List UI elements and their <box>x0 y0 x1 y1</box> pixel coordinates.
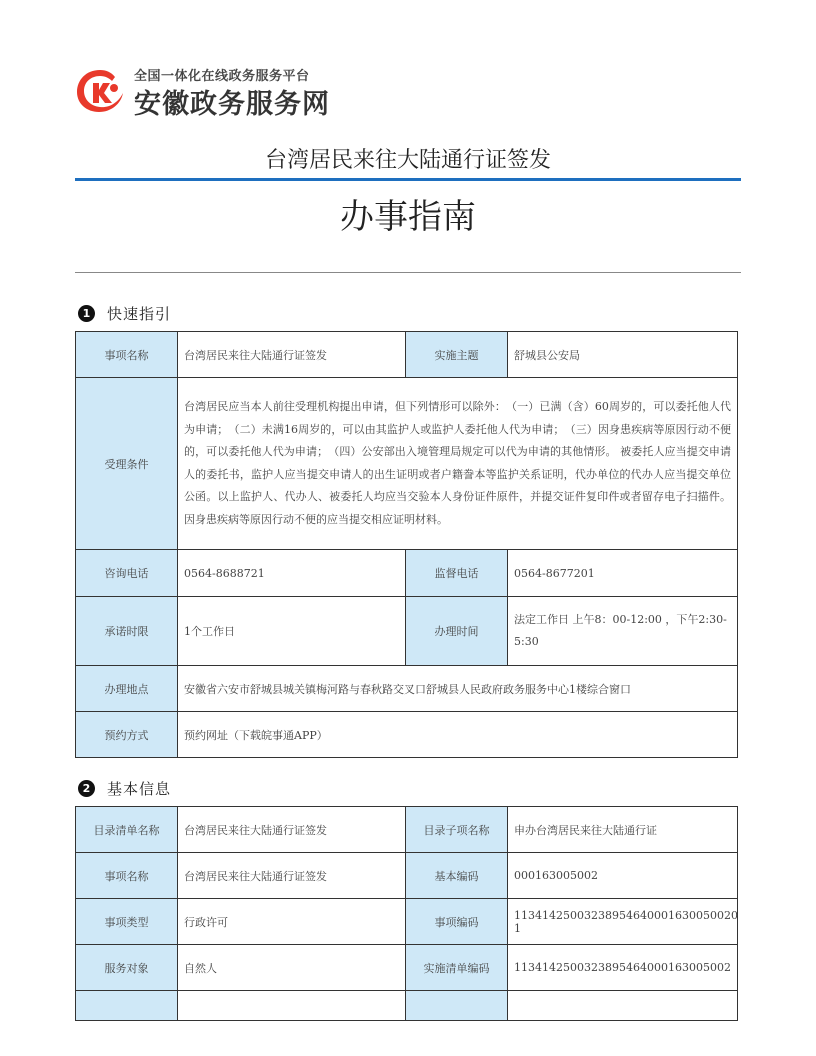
section-label: 快速指引 <box>107 305 172 323</box>
item-name-value: 台湾居民来往大陆通行证签发 <box>178 332 406 378</box>
cut-off-label <box>406 991 508 1021</box>
table-row <box>76 807 738 853</box>
appointment-value[interactable]: 预约网址（下载皖事通APP） <box>178 712 738 758</box>
item-type-value: 行政许可 <box>178 899 406 945</box>
service-target-label: 服务对象 <box>76 945 178 991</box>
conditions-value: 台湾居民应当本人前往受理机构提出申请，但下列情形可以除外： （一）已满（含）60周岁的，可以委托他人代为申请； （二）未满16周岁的，可以由其监护人或监护人委托他人代为申请； （三）因身患疾病等原因行动不便的，可以委托他人代为申请； （四）公安部出入境管理局规定可以代为申请的其他情形。 被委托人应当提交申请人的委托书，监护人应当提交申请人的出生证明或者户籍誊本等监护关系证明，代办单位的代办人应当提交单位公函。以上监护人、代办人、被委托人均应当交验本人身份证件原件，并提交证件复印件或者留存电子扫描件。因身患疾病等原因行动不便的应当提交相应证明材料。 <box>178 378 738 550</box>
table-row <box>76 666 738 712</box>
phone-label: 咨询电话 <box>76 550 178 597</box>
conditions-label: 受理条件 <box>76 378 178 550</box>
table-row <box>76 550 738 597</box>
office-hours-value: 法定工作日 上午8：00-12:00 ，下午2:30-5:30 <box>508 597 738 666</box>
impl-code-value: 113414250032389546400016300500​2 <box>508 945 738 991</box>
table-row <box>76 991 738 1021</box>
item-name-label: 事项名称 <box>76 332 178 378</box>
anhui-gov-logo-icon <box>74 66 126 114</box>
section-number-badge: 2 <box>78 780 95 797</box>
location-value: 安徽省六安市舒城县城关镇梅河路与春秋路交叉口舒城县人民政府政务服务中心1楼综合窗口 <box>178 666 738 712</box>
office-hours-label: 办理时间 <box>406 597 508 666</box>
phone-value[interactable]: 0564-8688721 <box>178 550 406 597</box>
supervise-phone-value[interactable]: 0564-8677201 <box>508 550 738 597</box>
table-row <box>76 945 738 991</box>
basic-code-label: 基本编码 <box>406 853 508 899</box>
logo-subtitle: 全国一体化在线政务服务平台 <box>134 69 310 84</box>
section-number-badge: 1 <box>78 305 95 322</box>
basic-code-value: 000163005002 <box>508 853 738 899</box>
table-row <box>76 712 738 758</box>
catalog-name-label: 目录清单名称 <box>76 807 178 853</box>
subject-label: 实施主题 <box>406 332 508 378</box>
item-code-value: 11341425003238954640001630050020​1 <box>508 899 738 945</box>
logo-title: 安徽政务服务网 <box>134 89 330 120</box>
cut-off-value <box>178 991 406 1021</box>
promise-time-label: 承诺时限 <box>76 597 178 666</box>
table-row <box>76 332 738 378</box>
document-title: 台湾居民来往大陆通行证签发 <box>264 148 551 173</box>
section-quick-guide-heading <box>78 303 171 324</box>
item-code-label: 事项编码 <box>406 899 508 945</box>
impl-code-label: 实施清单编码 <box>406 945 508 991</box>
item-type-label: 事项类型 <box>76 899 178 945</box>
table-row <box>76 378 738 550</box>
catalog-name-value: 台湾居民来往大陆通行证签发 <box>178 807 406 853</box>
appointment-label: 预约方式 <box>76 712 178 758</box>
document-subtitle: 办事指南 <box>340 197 476 237</box>
table-row <box>76 597 738 666</box>
service-target-value: 自然人 <box>178 945 406 991</box>
item-name-value: 台湾居民来往大陆通行证签发 <box>178 853 406 899</box>
site-logo[interactable] <box>74 62 374 118</box>
promise-time-value: 1个工作日 <box>178 597 406 666</box>
table-row <box>76 899 738 945</box>
subcatalog-name-label: 目录子项名称 <box>406 807 508 853</box>
cut-off-label <box>76 991 178 1021</box>
subject-value: 舒城县公安局 <box>508 332 738 378</box>
title-divider <box>75 178 741 181</box>
basic-info-table <box>75 806 738 1021</box>
section-basic-info-heading <box>78 778 171 799</box>
section-label: 基本信息 <box>107 780 172 798</box>
item-name-label: 事项名称 <box>76 853 178 899</box>
quick-guide-table <box>75 331 738 758</box>
section-divider <box>75 272 741 273</box>
supervise-phone-label: 监督电话 <box>406 550 508 597</box>
subcatalog-name-value: 申办台湾居民来往大陆通行证 <box>508 807 738 853</box>
table-row <box>76 853 738 899</box>
cut-off-value <box>508 991 738 1021</box>
location-label: 办理地点 <box>76 666 178 712</box>
